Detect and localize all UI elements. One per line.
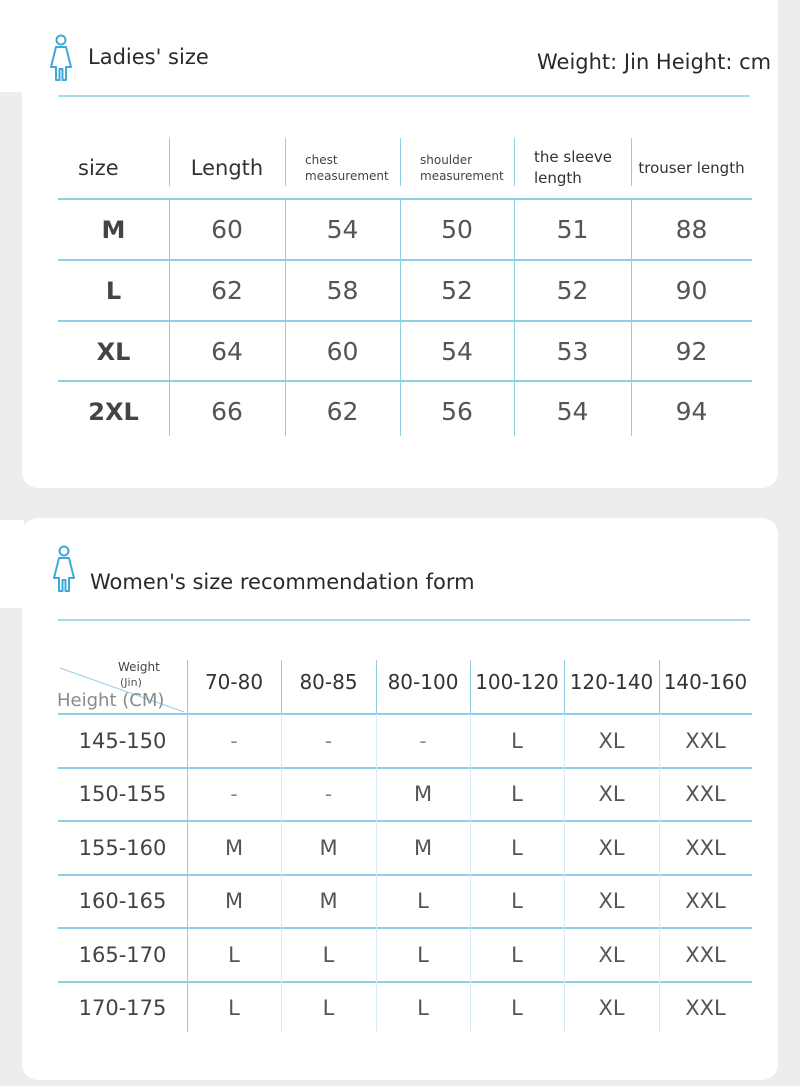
size-label: M [101,215,126,244]
row-divider [58,820,752,822]
column-divider [376,660,377,714]
row-divider [58,874,752,876]
column-divider [281,714,282,1032]
column-divider [169,199,170,436]
row-divider [58,320,752,322]
recommended-size-cell: L [228,996,240,1021]
recommended-size-cell: M [224,835,244,860]
section-divider [58,619,750,621]
units-note: Weight: Jin Height: cm [537,50,772,74]
column-divider [470,660,471,714]
column-divider [514,138,515,186]
recommended-size-cell: XXL [685,942,726,967]
recommendation-title: Women's size recommendation form [90,570,475,594]
weight-range-header: 100-120 [475,670,559,694]
table-cell: 90 [675,276,708,305]
table-cell: 94 [675,397,708,426]
height-range-label: 165-170 [78,942,167,967]
table-cell: 54 [441,337,473,366]
table-cell: 60 [211,215,243,244]
column-divider [376,714,377,1032]
recommended-size-cell: - [230,782,238,807]
recommended-size-cell: XXL [685,996,726,1021]
recommended-size-cell: L [417,942,429,967]
header-trouser-length: trouser length [638,158,745,177]
table-cell: 66 [211,397,243,426]
column-divider [187,660,188,714]
woman-icon [47,34,75,82]
table-cell: 60 [326,337,359,366]
column-divider [470,714,471,1032]
ladies-size-title: Ladies' size [88,45,209,69]
recommended-size-cell: M [413,782,433,807]
corner-height-label: Height (CM) [57,690,165,711]
column-divider [400,199,401,436]
table-cell: 54 [556,397,589,426]
recommended-size-cell: XXL [685,782,726,807]
column-divider [285,138,286,186]
weight-range-header: 140-160 [663,670,748,694]
recommended-size-cell: M [224,889,244,914]
height-range-label: 160-165 [78,889,167,914]
woman-icon [50,545,78,593]
recommended-size-cell: XL [598,782,625,807]
table-cell: 64 [211,337,243,366]
recommended-size-cell: XL [598,996,625,1021]
column-divider [659,660,660,714]
recommended-size-cell: L [322,996,335,1021]
header-sleeve-length: the sleeve length [534,148,612,187]
table-cell: 52 [556,276,589,305]
recommended-size-cell: M [319,835,338,860]
column-divider [514,199,515,436]
column-divider [564,714,565,1032]
column-divider [169,138,170,186]
recommended-size-cell: L [511,996,523,1021]
recommended-size-cell: XL [598,728,625,753]
header-shoulder-measurement: shoulder measurement [420,153,504,183]
recommended-size-cell: L [511,782,523,807]
section-divider [58,95,750,97]
corner-unit-label: (Jin) [120,676,142,689]
height-range-label: 145-150 [78,728,167,753]
column-divider [400,138,401,186]
recommended-size-cell: XL [598,942,625,967]
table-cell: 52 [441,276,473,305]
header-length: Length [190,156,264,180]
height-range-label: 155-160 [78,835,167,860]
table-cell: 92 [675,337,708,366]
recommended-size-cell: L [511,728,523,753]
recommended-size-cell: L [228,942,240,967]
recommended-size-cell: L [511,942,523,967]
row-divider [58,713,752,715]
weight-range-header: 120-140 [569,670,654,694]
recommended-size-cell: M [413,835,433,860]
row-divider [58,981,752,983]
size-label: XL [96,337,131,366]
left-edge-panel [0,0,24,92]
table-cell: 53 [556,337,589,366]
table-cell: 58 [326,276,359,305]
column-divider [631,138,632,186]
column-divider [564,660,565,714]
column-divider [285,199,286,436]
row-divider [58,927,752,929]
recommended-size-cell: - [419,728,427,753]
size-label: 2XL [88,397,139,426]
height-range-label: 170-175 [78,996,167,1021]
recommended-size-cell: XL [598,889,625,914]
recommended-size-cell: - [324,782,333,807]
corner-weight-label: Weight [118,660,160,674]
recommended-size-cell: XL [598,835,625,860]
column-divider [659,714,660,1032]
table-cell: 56 [441,397,473,426]
header-chest-measurement: chest measurement [305,153,389,183]
row-divider [58,198,752,200]
row-divider [58,259,752,261]
weight-range-header: 80-85 [299,670,358,694]
recommended-size-cell: L [322,942,335,967]
weight-range-header: 80-100 [387,670,459,694]
recommended-size-cell: XXL [685,835,726,860]
recommended-size-cell: - [230,728,238,753]
left-edge-panel [0,520,24,608]
row-divider [58,767,752,769]
recommended-size-cell: L [417,889,429,914]
column-divider [631,199,632,436]
weight-range-header: 70-80 [204,670,264,694]
recommended-size-cell: L [511,889,523,914]
header-size: size [78,156,119,180]
column-divider [187,714,188,1032]
recommended-size-cell: - [324,728,333,753]
recommended-size-cell: L [417,996,429,1021]
recommended-size-cell: L [511,835,523,860]
table-cell: 62 [326,397,359,426]
table-cell: 88 [675,215,708,244]
column-divider [281,660,282,714]
recommended-size-cell: XXL [685,728,726,753]
height-range-label: 150-155 [78,782,167,807]
table-cell: 54 [326,215,359,244]
row-divider [58,380,752,382]
table-cell: 50 [441,215,473,244]
table-cell: 51 [556,215,589,244]
recommended-size-cell: M [319,889,338,914]
size-label: L [105,276,122,305]
recommended-size-cell: XXL [685,889,726,914]
table-cell: 62 [211,276,243,305]
